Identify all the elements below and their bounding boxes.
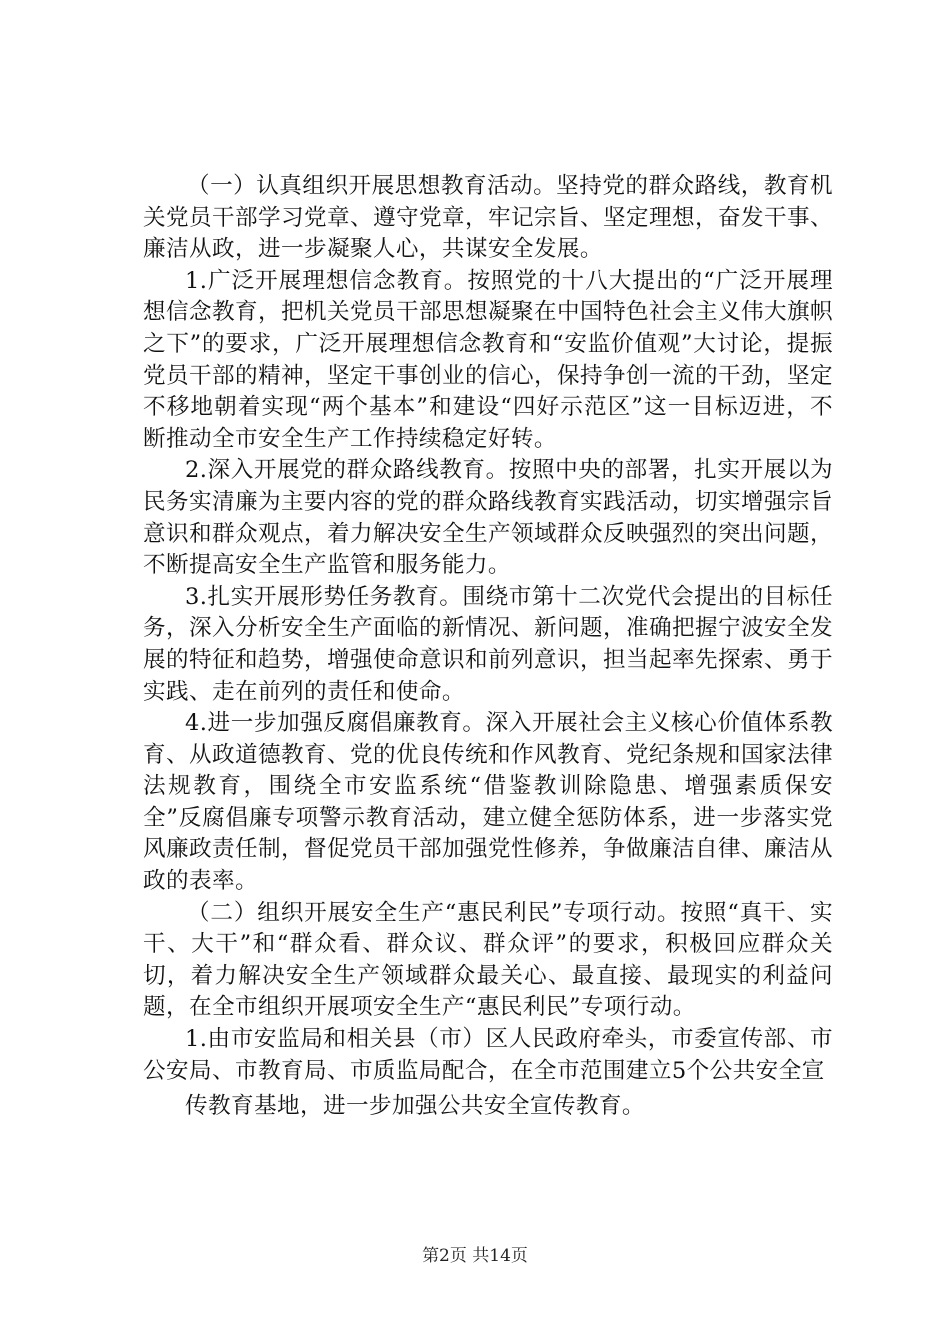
item-3-paragraph: 3.扎实开展形势任务教育。围绕市第十二次党代会提出的目标任务，深入分析安全生产面临的新情况、新问题，准确把握宁波安全发展的特征和趋势，增强使命意识和前列意识，担当起率先探索、勇于实践、走在前列的责任和使命。 bbox=[143, 583, 833, 705]
item-4-paragraph: 4.进一步加强反腐倡廉教育。深入开展社会主义核心价值体系教育、从政道德教育、党的优良传统和作风教育、党纪条规和国家法律法规教育，围绕全市安监系统“借鉴教训除隐患、增强素质保安全”反腐倡廉专项警示教育活动，建立健全惩防体系，进一步落实党风廉政责任制，督促党员干部加强党性修养，争做廉洁自律、廉洁从政的表率。 bbox=[143, 710, 833, 895]
item-1-paragraph: 1.广泛开展理想信念教育。按照党的十八大提出的“广泛开展理想信念教育，把机关党员干部思想凝聚在中国特色社会主义伟大旗帜之下”的要求，广泛开展理想信念教育和“安监价值观”大讨论，提振党员干部的精神，坚定干事创业的信心，保持争创一流的干劲，坚定不移地朝着实现“两个基本”和建设“四好示范区”这一目标迈进，不断推动全市安全生产工作持续稳定好转。 bbox=[143, 267, 833, 452]
section-2-item-1-paragraph: 1.由市安监局和相关县（市）区人民政府牵头，市委宣传部、市公安局、市教育局、市质监局配合，在全市范围建立5个公共安全宣 bbox=[143, 1026, 833, 1084]
section-2-heading-paragraph: （二）组织开展安全生产“惠民利民”专项行动。按照“真干、实干、大干”和“群众看、群众议、群众评”的要求，积极回应群众关切，着力解决安全生产领域群众最关心、最直接、最现实的利益问题，在全市组织开展项安全生产“惠民利民”专项行动。 bbox=[143, 899, 833, 1021]
continuation-paragraph: 传教育基地，进一步加强公共安全宣传教育。 bbox=[185, 1093, 645, 1120]
item-2-paragraph: 2.深入开展党的群众路线教育。按照中央的部署，扎实开展以为民务实清廉为主要内容的党的群众路线教育实践活动，切实增强宗旨意识和群众观点，着力解决安全生产领域群众反映强烈的突出问题，不断提高安全生产监管和服务能力。 bbox=[143, 457, 833, 579]
document-body bbox=[143, 171, 833, 1123]
section-1-heading-paragraph: （一）认真组织开展思想教育活动。坚持党的群众路线，教育机关党员干部学习党章、遵守党章，牢记宗旨、坚定理想，奋发干事、廉洁从政，进一步凝聚人心，共谋安全发展。 bbox=[143, 173, 833, 263]
page-number-footer: 第2页 共14页 bbox=[422, 1246, 528, 1266]
